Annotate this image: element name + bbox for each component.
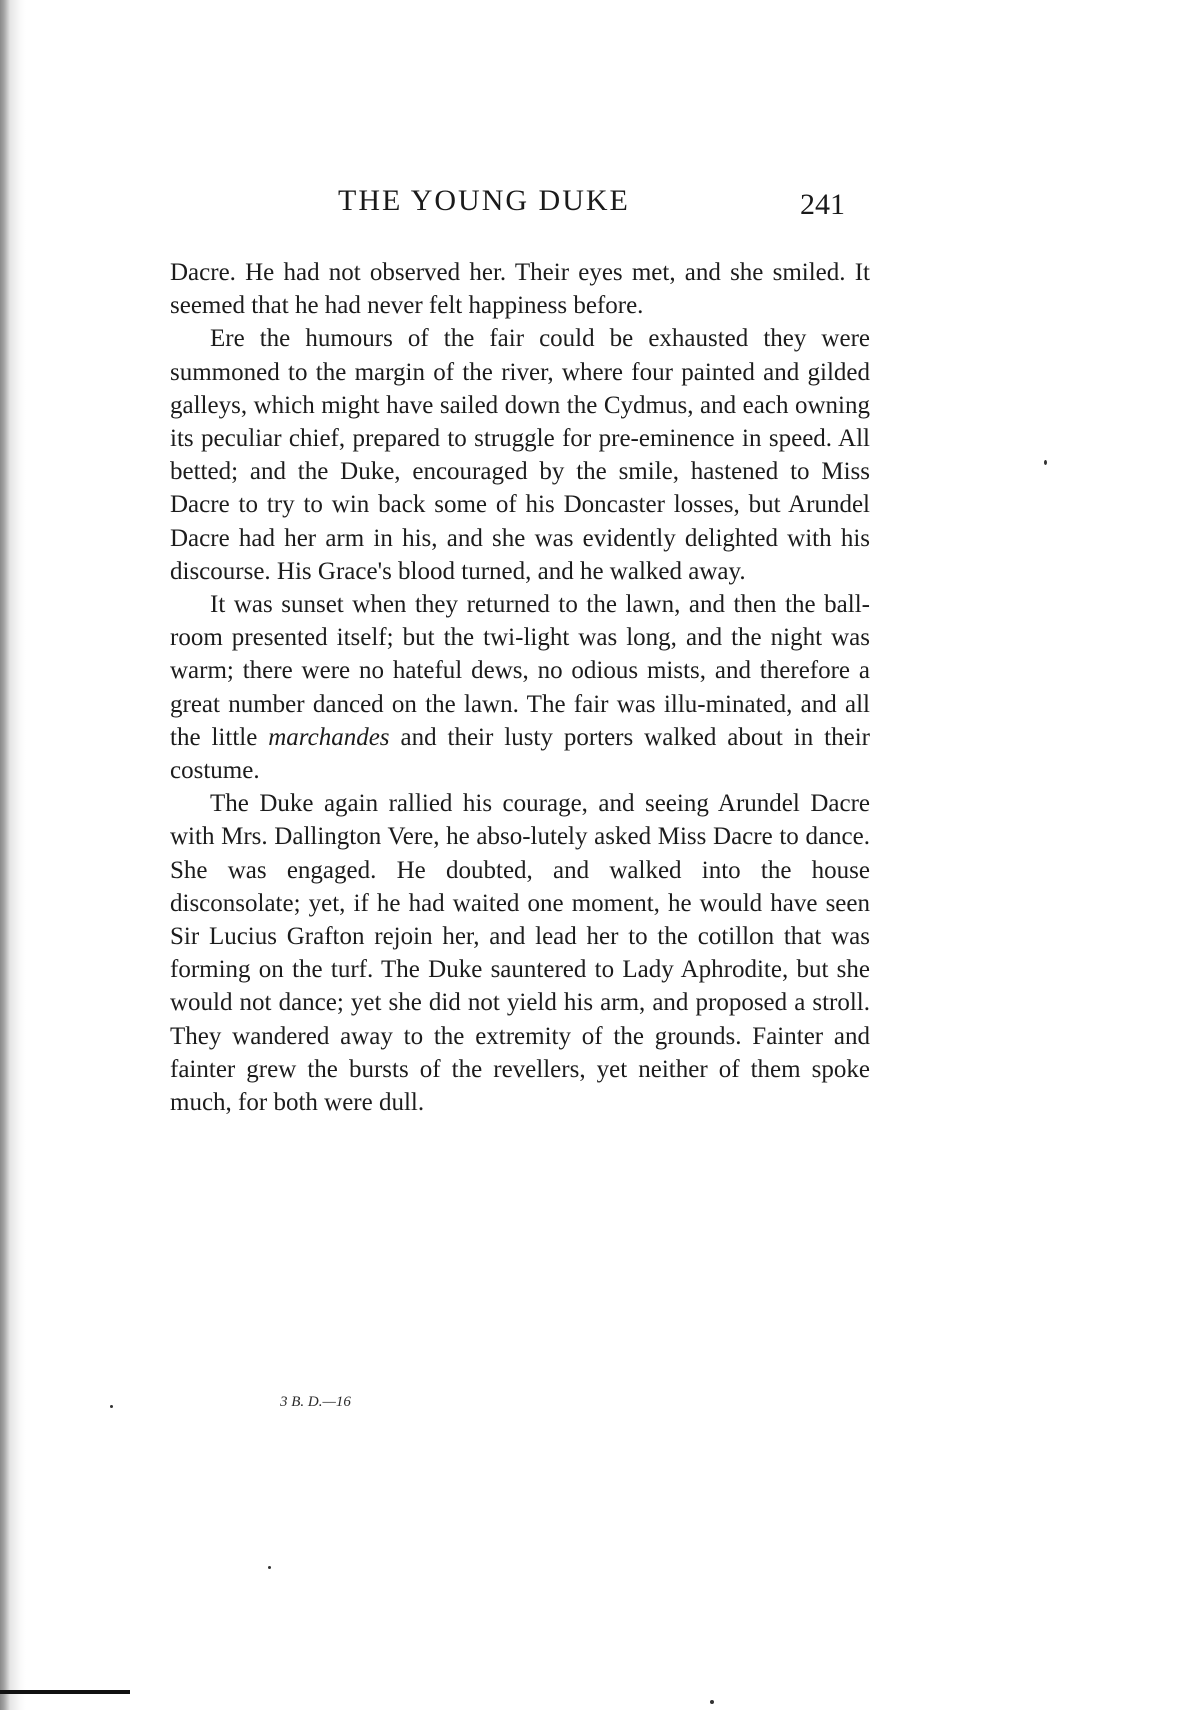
paragraph-text: It was sunset when they returned to the lawn, and then the ball-room presented itself; but the twi-light was long, and the night was warm; there were no hateful dews, no odious mists, and therefore a great number danced on the lawn. The fair was illu-minated, and all the little	[170, 591, 870, 751]
binding-foot-mark	[0, 1690, 130, 1694]
paper-speck	[1044, 460, 1047, 465]
running-title: THE YOUNG DUKE	[338, 184, 630, 217]
paragraph-text: The Duke again rallied his courage, and seeing Arundel Dacre with Mrs. Dallington Vere, he abso-lutely asked Miss Dacre to dance. She was engaged. He doubted, and walked into the house disconsolate; yet, if he had waited one moment, he would have seen Sir Lucius Grafton rejoin her, and lead her to the cotillon that was forming on the turf. The Duke sauntered to Lady Aphrodite, but she would not dance; yet she did not yield his arm, and proposed a stroll. They wandered away to the extremity of the grounds. Fainter and fainter grew the bursts of the revellers, yet neither of them spoke much, for both were dull.	[170, 790, 870, 1117]
paragraph-4	[170, 787, 870, 1119]
italic-word: marchandes	[268, 723, 390, 751]
page-number: 241	[800, 188, 845, 221]
printer-signature: 3 B. D.—16	[280, 1394, 351, 1410]
paper-speck	[268, 1566, 271, 1569]
paragraph-1	[170, 256, 870, 322]
paragraph-3	[170, 588, 870, 787]
paper-speck	[110, 1405, 113, 1408]
paragraph-2	[170, 322, 870, 588]
paragraph-text: Dacre. He had not observed her. Their eyes met, and she smiled. It seemed that he had never felt happiness before.	[170, 259, 870, 320]
paper-speck	[710, 1700, 714, 1704]
body-text	[170, 256, 870, 1119]
running-head	[170, 184, 870, 224]
paragraph-text: Ere the humours of the fair could be exhausted they were summoned to the margin of the river, where four painted and gilded galleys, which might have sailed down the Cydmus, and each owning its peculiar chief, prepared to struggle for pre-eminence in speed. All betted; and the Duke, encouraged by the smile, hastened to Miss Dacre to try to win back some of his Doncaster losses, but Arundel Dacre had her arm in his, and she was evidently delighted with his discourse. His Grace's blood turned, and he walked away.	[170, 325, 870, 585]
paragraph-text: and their lusty porters walked about in their costume.	[170, 723, 870, 785]
book-binding-edge	[0, 0, 26, 1710]
